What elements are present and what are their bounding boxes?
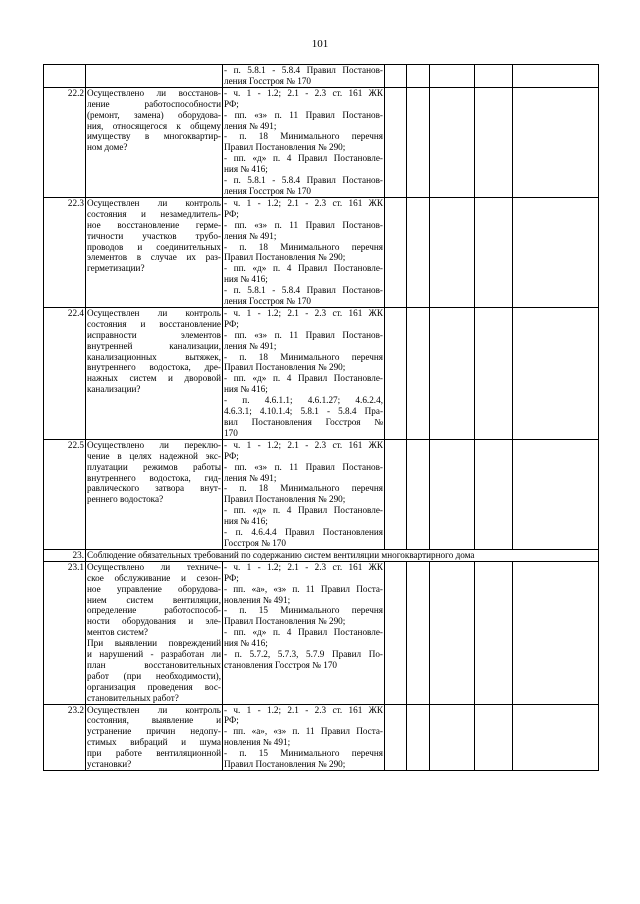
text-line: РФ; — [224, 572, 239, 583]
text-line: становительных работ? — [87, 692, 179, 703]
text-line: ления № 491; — [224, 230, 277, 241]
table-row — [44, 704, 599, 770]
text-line: - ч. 1 - 1.2; 2.1 - 2.3 ст. 161 ЖК — [224, 197, 383, 208]
text-line: Осуществлен ли контроль — [87, 197, 221, 208]
text-line: - ч. 1 - 1.2; 2.1 - 2.3 ст. 161 ЖК — [224, 87, 383, 98]
not-applicable-cell — [430, 307, 475, 439]
section-row — [44, 549, 599, 561]
notes-cell — [513, 704, 599, 770]
text-line: - пп. «а», «з» п. 11 Правил Поста- — [224, 583, 383, 594]
text-line: РФ; — [224, 98, 239, 109]
text-line: при работе вентиляционной — [87, 748, 221, 759]
text-line: новления № 491; — [224, 594, 291, 605]
text-line: ления № 491; — [224, 120, 277, 131]
text-line: - пп. «з» п. 11 Правил Постанов- — [224, 109, 383, 120]
text-line: РФ; — [224, 715, 239, 726]
text-line: Осуществлен ли контроль — [87, 704, 221, 715]
text-line: и нарушений - разработан ли — [87, 649, 221, 660]
not-applicable-cell — [430, 561, 475, 704]
text-line: - пп. «д» п. 4 Правил Постановле- — [224, 153, 383, 164]
answer-no-cell — [407, 704, 430, 770]
notes-cell — [513, 307, 599, 439]
not-required-cell — [475, 439, 513, 549]
text-line: внутреннего водостока, дре- — [87, 362, 221, 373]
text-line: организация проведения вос- — [87, 681, 221, 692]
text-line: состояния и незамедлитель- — [87, 208, 221, 219]
answer-yes-cell — [385, 704, 407, 770]
answer-yes-cell — [385, 65, 407, 88]
text-line: ления Госстроя № 170 — [224, 296, 312, 307]
text-line: ное восстановление герме- — [87, 219, 221, 230]
question-cell — [86, 439, 223, 549]
text-line: - п. 4.6.1.1; 4.6.1.27; 4.6.2.4, — [224, 395, 383, 406]
text-line: ния, относящегося к общему — [87, 120, 221, 131]
row-number: 22.2 — [44, 87, 86, 197]
notes-cell — [513, 87, 599, 197]
table-row — [44, 87, 599, 197]
text-line: имуществу в многоквартир- — [87, 131, 221, 142]
text-line: состояния и восстановление — [87, 318, 221, 329]
text-line: ния № 416; — [224, 638, 268, 649]
answer-yes-cell — [385, 307, 407, 439]
text-line: герметизации? — [87, 263, 145, 274]
text-line: - ч. 1 - 1.2; 2.1 - 2.3 ст. 161 ЖК — [224, 561, 383, 572]
table-row — [44, 197, 599, 307]
text-line: канализационных вытяжек, — [87, 351, 221, 362]
answer-no-cell — [407, 197, 430, 307]
question-cell — [86, 307, 223, 439]
text-line: - п. 5.8.1 - 5.8.4 Правил Постанов- — [224, 65, 383, 75]
text-line: - пп. «з» п. 11 Правил Постанов- — [224, 461, 383, 472]
text-line: ности оборудования и эле- — [87, 616, 221, 627]
table-row — [44, 561, 599, 704]
text-line: ления Госстроя № 170 — [224, 75, 312, 86]
question-cell — [86, 65, 223, 88]
table-row — [44, 65, 599, 88]
text-line: - п. 4.6.4.4 Правил Постановления — [224, 527, 383, 538]
text-line: работ (при необходимости), — [87, 670, 221, 681]
text-line: - п. 5.8.1 - 5.8.4 Правил Постанов- — [224, 175, 383, 186]
inspection-checklist-table — [43, 64, 599, 771]
text-line: РФ; — [224, 318, 239, 329]
not-applicable-cell — [430, 87, 475, 197]
text-line: проводов и соединительных — [87, 241, 221, 252]
text-line: Правил Постановления № 290; — [224, 362, 346, 373]
table-row — [44, 439, 599, 549]
legal-reference-cell — [223, 197, 385, 307]
text-line: Правил Постановления № 290; — [224, 252, 346, 263]
text-line: устранение причин недопу- — [87, 726, 221, 737]
text-line: - пп. «з» п. 11 Правил Постанов- — [224, 219, 383, 230]
text-line: ское обслуживание и сезон- — [87, 572, 221, 583]
text-line: определение работоспособ- — [87, 605, 221, 616]
question-cell — [86, 87, 223, 197]
row-number: 23.1 — [44, 561, 86, 704]
text-line: - пп. «а», «з» п. 11 Правил Поста- — [224, 726, 383, 737]
text-line: стимых вибраций и шума — [87, 737, 221, 748]
row-number: 22.3 — [44, 197, 86, 307]
text-line: 170 — [224, 427, 238, 438]
not-required-cell — [475, 65, 513, 88]
legal-reference-cell — [223, 561, 385, 704]
text-line: Правил Постановления № 290; — [224, 616, 346, 627]
text-line: - п. 5.7.2, 5.7.3, 5.7.9 Правил По- — [224, 649, 383, 660]
text-line: ления № 491; — [224, 472, 277, 483]
text-line: - п. 18 Минимального перечня — [224, 483, 383, 494]
table-body — [44, 65, 599, 771]
text-line: - ч. 1 - 1.2; 2.1 - 2.3 ст. 161 ЖК — [224, 439, 383, 450]
text-line: Правил Постановления № 290; — [224, 759, 346, 770]
text-line: - ч. 1 - 1.2; 2.1 - 2.3 ст. 161 ЖК — [224, 307, 383, 318]
row-number: 22.5 — [44, 439, 86, 549]
text-line: канализации? — [87, 384, 141, 395]
answer-no-cell — [407, 561, 430, 704]
text-line: - п. 15 Минимального перечня — [224, 748, 383, 759]
text-line: ния № 416; — [224, 164, 268, 175]
question-cell — [86, 704, 223, 770]
not-required-cell — [475, 87, 513, 197]
answer-no-cell — [407, 439, 430, 549]
text-line: Осуществлено ли восстанов- — [87, 87, 221, 98]
page-number: 101 — [311, 38, 329, 50]
not-applicable-cell — [430, 704, 475, 770]
notes-cell — [513, 439, 599, 549]
text-line: нием систем вентиляции, — [87, 594, 221, 605]
text-line: Осуществлен ли контроль — [87, 307, 221, 318]
text-line: (ремонт, замена) оборудова- — [87, 109, 221, 120]
text-line: плуатации режимов работы — [87, 461, 221, 472]
text-line: РФ; — [224, 450, 239, 461]
answer-no-cell — [407, 87, 430, 197]
text-line: РФ; — [224, 208, 239, 219]
not-required-cell — [475, 197, 513, 307]
not-applicable-cell — [430, 439, 475, 549]
text-line: ное управление оборудова- — [87, 583, 221, 594]
text-line: - п. 18 Минимального перечня — [224, 351, 383, 362]
text-line: ния № 416; — [224, 384, 268, 395]
text-line: - пп. «д» п. 4 Правил Постановле- — [224, 627, 383, 638]
text-line: состояния, выявление и — [87, 715, 221, 726]
text-line: - п. 18 Минимального перечня — [224, 241, 383, 252]
text-line: вил Постановления Госстроя № — [224, 417, 383, 427]
answer-yes-cell — [385, 439, 407, 549]
text-line: ном доме? — [87, 142, 128, 153]
legal-reference-cell — [223, 704, 385, 770]
text-line: исправности элементов — [87, 329, 221, 340]
not-required-cell — [475, 704, 513, 770]
text-line: ление работоспособности — [87, 98, 221, 109]
text-line: Осуществлено ли техниче- — [87, 561, 221, 572]
question-cell — [86, 561, 223, 704]
text-line: - пп. «д» п. 4 Правил Постановле- — [224, 263, 383, 274]
text-line: нажных систем и дворовой — [87, 373, 221, 384]
answer-yes-cell — [385, 87, 407, 197]
text-line: внутреннего водостока, гид- — [87, 472, 221, 483]
not-required-cell — [475, 307, 513, 439]
text-line: - п. 15 Минимального перечня — [224, 605, 383, 616]
row-number: 22.4 — [44, 307, 86, 439]
legal-reference-cell — [223, 439, 385, 549]
text-line: Правил Постановления № 290; — [224, 494, 346, 505]
text-line: ния № 416; — [224, 516, 268, 527]
legal-reference-cell — [223, 307, 385, 439]
text-line: чение в целях надежной экс- — [87, 450, 221, 461]
text-line: - пп. «з» п. 11 Правил Постанов- — [224, 329, 383, 340]
text-line: ния № 416; — [224, 274, 268, 285]
text-line: новления № 491; — [224, 737, 291, 748]
text-line: ления № 491; — [224, 340, 277, 351]
text-line: - ч. 1 - 1.2; 2.1 - 2.3 ст. 161 ЖК — [224, 704, 383, 715]
answer-no-cell — [407, 65, 430, 88]
text-line: - пп. «д» п. 4 Правил Постановле- — [224, 505, 383, 516]
text-line: план восстановительных — [87, 659, 221, 670]
text-line: Осуществлено ли переклю- — [87, 439, 221, 450]
row-number: 23.2 — [44, 704, 86, 770]
text-line: становления Госстроя № 170 — [224, 659, 338, 670]
text-line: - п. 18 Минимального перечня — [224, 131, 383, 142]
not-required-cell — [475, 561, 513, 704]
text-line: - п. 5.8.1 - 5.8.4 Правил Постанов- — [224, 285, 383, 296]
notes-cell — [513, 65, 599, 88]
answer-yes-cell — [385, 561, 407, 704]
text-line: 4.6.3.1; 4.10.1.4; 5.8.1 - 5.8.4 Пра- — [224, 406, 383, 417]
text-line: - пп. «д» п. 4 Правил Постановле- — [224, 373, 383, 384]
text-line: реннего водостока? — [87, 494, 164, 505]
table-row — [44, 307, 599, 439]
answer-yes-cell — [385, 197, 407, 307]
answer-no-cell — [407, 307, 430, 439]
text-line: Госстроя № 170 — [224, 537, 286, 548]
legal-reference-cell — [223, 87, 385, 197]
text-line: тичности участков трубо- — [87, 230, 221, 241]
not-applicable-cell — [430, 197, 475, 307]
text-line: элементов в случае их раз- — [87, 252, 221, 263]
notes-cell — [513, 561, 599, 704]
legal-reference-cell — [223, 65, 385, 88]
text-line: ления Госстроя № 170 — [224, 185, 312, 196]
section-title: Соблюдение обязательных требований по содержанию систем вентиляции многоквартирного дома — [86, 549, 599, 561]
text-line: установки? — [87, 759, 132, 770]
text-line: При выявлении повреждений — [87, 638, 221, 649]
question-cell — [86, 197, 223, 307]
notes-cell — [513, 197, 599, 307]
row-number: 23. — [44, 549, 86, 561]
text-line: ментов систем? — [87, 627, 148, 638]
text-line: внутренней канализации, — [87, 340, 221, 351]
row-number — [44, 65, 86, 88]
not-applicable-cell — [430, 65, 475, 88]
text-line: равлического затвора внут- — [87, 483, 221, 494]
text-line: Правил Постановления № 290; — [224, 142, 346, 153]
